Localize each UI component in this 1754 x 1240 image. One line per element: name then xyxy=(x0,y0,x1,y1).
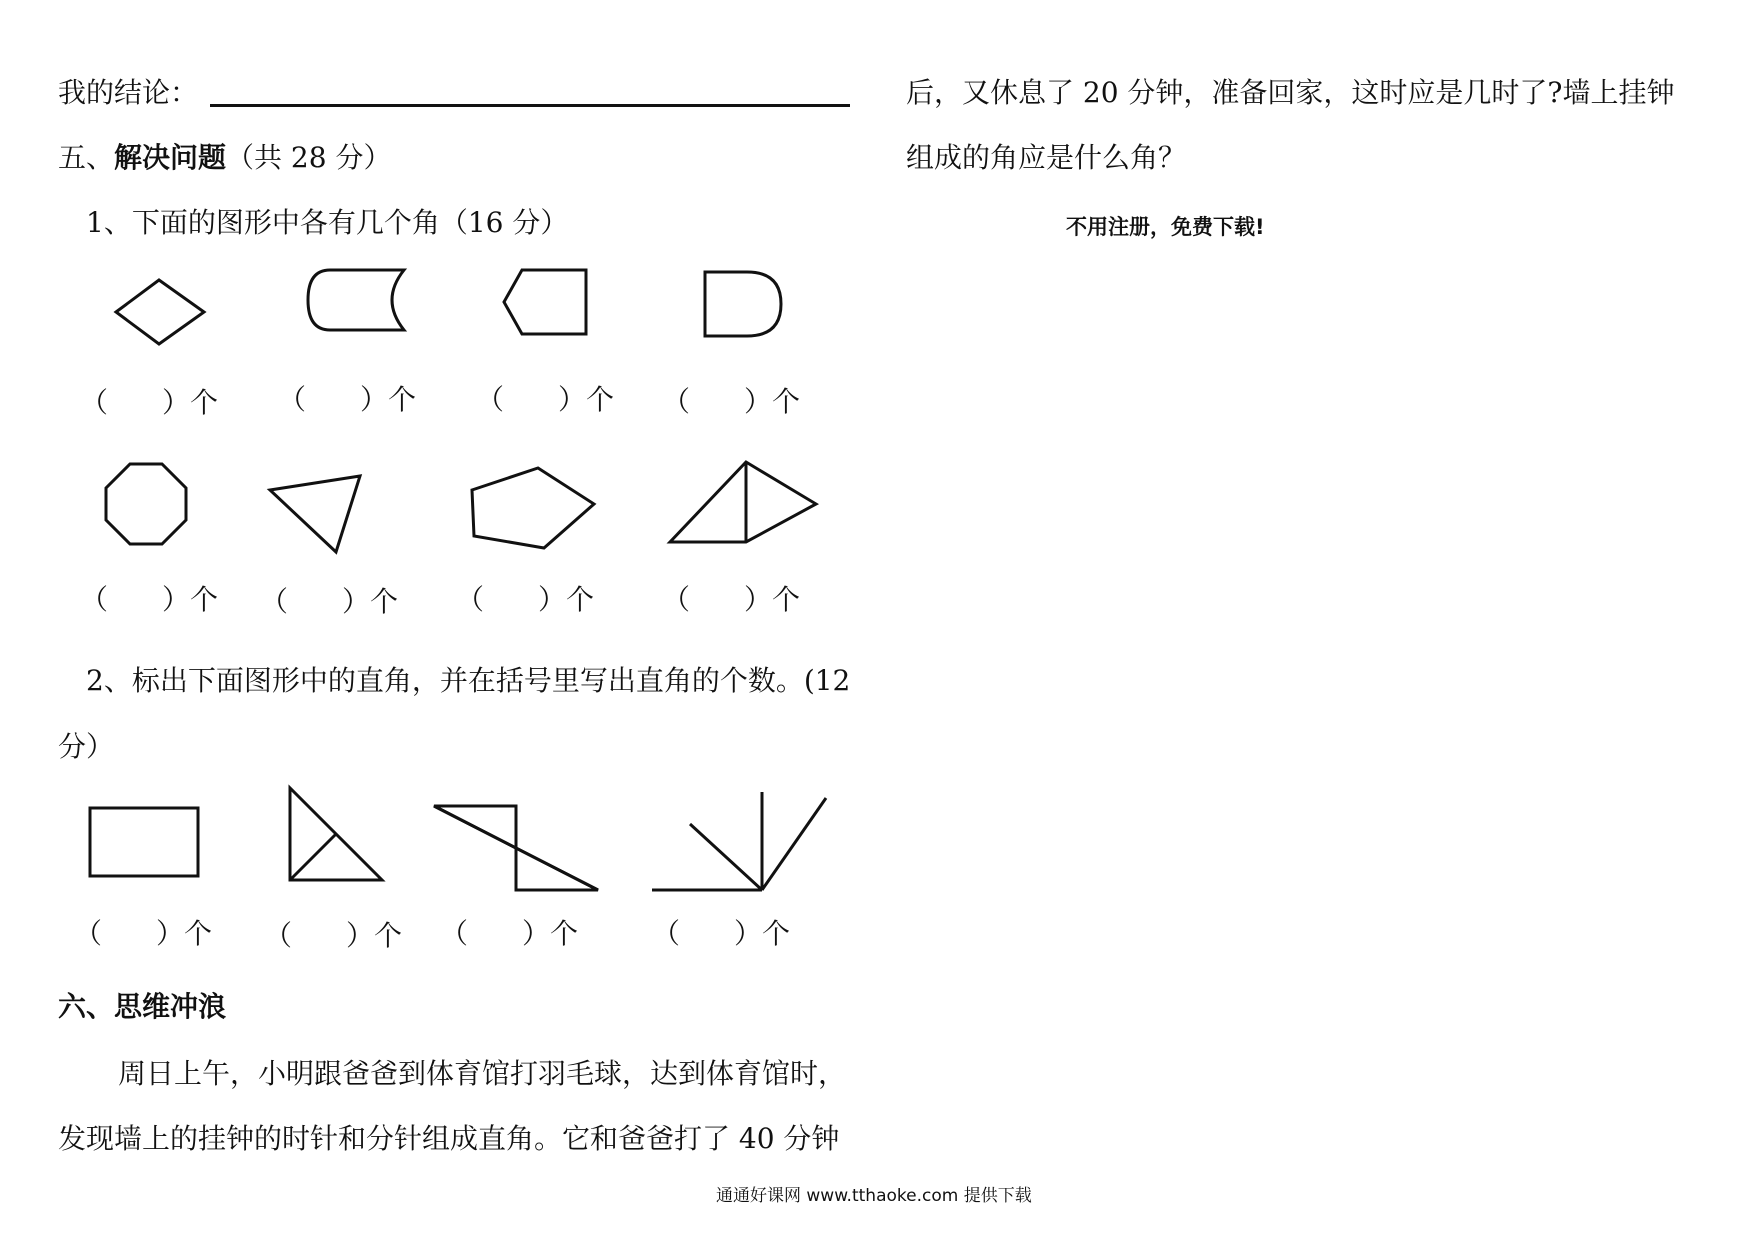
story-line4: 组成的角应是什么角？ xyxy=(906,141,1187,174)
conclusion-answer-line[interactable] xyxy=(210,104,850,107)
concave-rectangle-shape xyxy=(304,268,414,348)
answer-blank[interactable]: （ ）个 xyxy=(652,917,791,950)
question2-text-line2: 分） xyxy=(58,730,115,763)
answer-blank[interactable]: （ ）个 xyxy=(662,385,801,418)
triangle-shape xyxy=(268,472,378,572)
pentagon-shape xyxy=(500,268,600,348)
section5-score: （共 28 分） xyxy=(226,141,392,174)
rectangle-shape xyxy=(88,806,208,886)
rhombus-shape xyxy=(112,276,212,356)
answer-blank[interactable]: （ ）个 xyxy=(662,583,801,616)
section5-number: 五、 xyxy=(58,141,115,174)
conclusion-label: 我的结论： xyxy=(58,76,199,109)
parallelogram-triangles-shape xyxy=(432,804,602,904)
answer-blank[interactable]: （ ）个 xyxy=(80,583,219,616)
story-line3: 后，又休息了 20 分钟，准备回家，这时应是几时了?墙上挂钟 xyxy=(906,76,1675,109)
d-shape xyxy=(703,270,803,350)
triangle-with-inner-line-shape xyxy=(288,786,398,896)
question1-text: 1、下面的图形中各有几个角（16 分） xyxy=(86,206,569,239)
answer-blank[interactable]: （ ）个 xyxy=(440,917,579,950)
answer-blank[interactable]: （ ）个 xyxy=(476,383,615,416)
section5-title: 解决问题 xyxy=(114,141,227,174)
rays-from-point-shape xyxy=(650,790,840,900)
question2-text-line1: 2、标出下面图形中的直角，并在括号里写出直角的个数。(12 xyxy=(86,664,851,697)
answer-blank[interactable]: （ ）个 xyxy=(80,386,219,419)
story-line2: 发现墙上的挂钟的时针和分针组成直角。它和爸爸打了 40 分钟 xyxy=(58,1122,840,1155)
answer-blank[interactable]: （ ）个 xyxy=(278,383,417,416)
irregular-pentagon-shape xyxy=(470,466,610,566)
section6-title: 六、思维冲浪 xyxy=(58,990,227,1023)
answer-blank[interactable]: （ ）个 xyxy=(74,917,213,950)
octagon-shape xyxy=(104,462,204,562)
story-line1: 周日上午，小明跟爸爸到体育馆打羽毛球，达到体育馆时， xyxy=(118,1057,847,1090)
answer-blank[interactable]: （ ）个 xyxy=(264,919,403,952)
promo-text: 不用注册，免费下载! xyxy=(1066,215,1265,239)
answer-blank[interactable]: （ ）个 xyxy=(260,585,399,618)
footer-credit: 通通好课网 www.tthaoke.com 提供下载 xyxy=(716,1186,1032,1206)
two-triangles-shape xyxy=(668,460,828,560)
answer-blank[interactable]: （ ）个 xyxy=(456,583,595,616)
section5-heading xyxy=(58,141,391,175)
